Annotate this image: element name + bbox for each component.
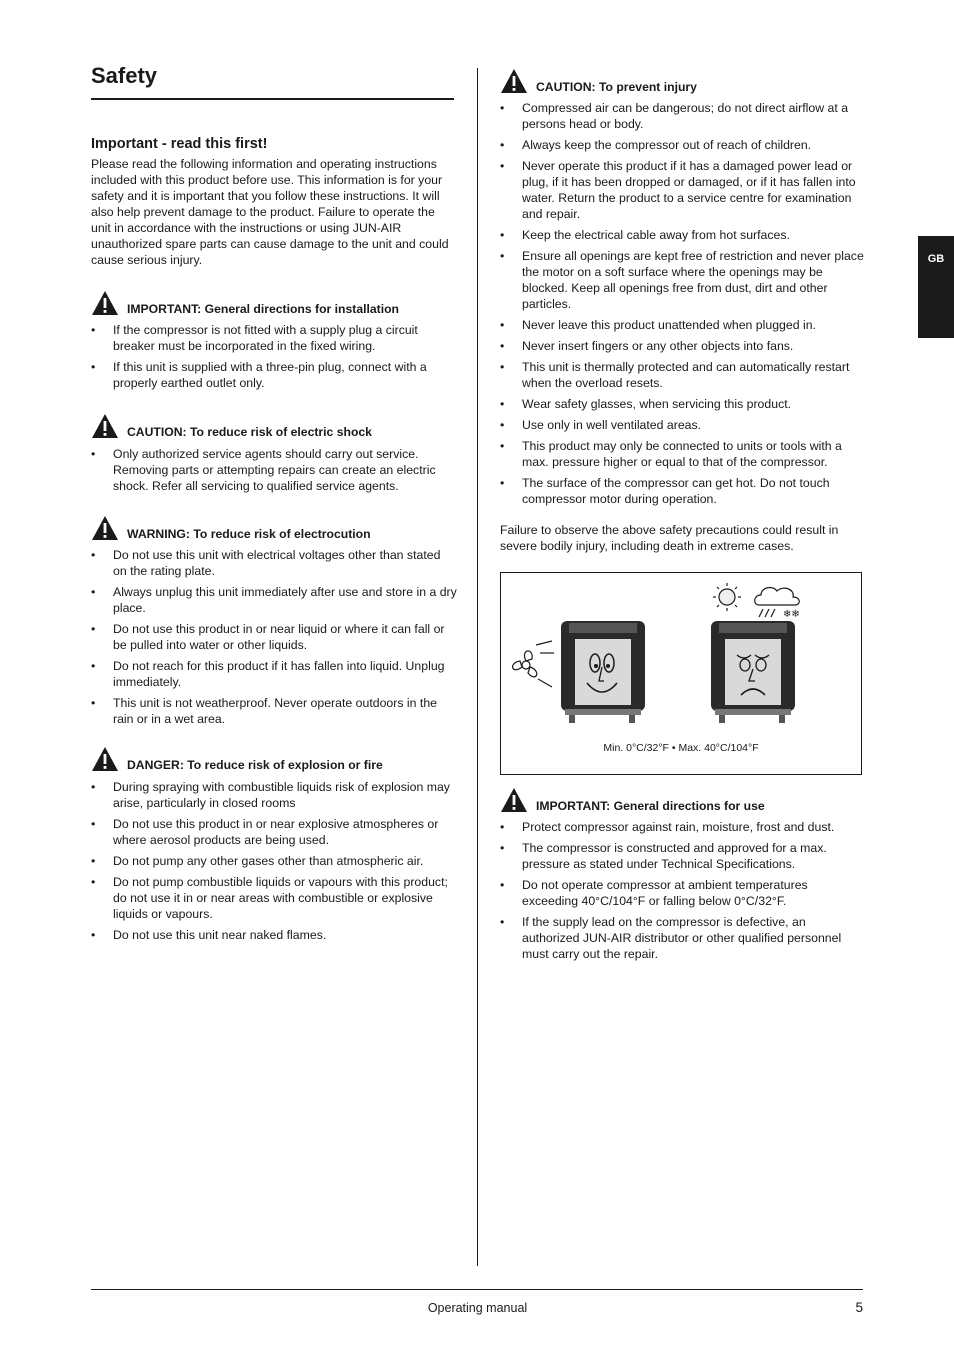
warning-triangle-icon	[91, 515, 119, 541]
list-item: • During spraying with combustible liquids risk of explosion may arise, particularly in closed rooms	[91, 780, 450, 810]
list-item: • If the supply lead on the compressor is defective, an authorized JUN-AIR distributor or other qualified personnel must carry out the repair.	[500, 915, 842, 961]
list-item: • Always unplug this unit immediately after use and store in a dry place.	[91, 585, 457, 615]
section-label: CAUTION: To prevent injury	[536, 80, 697, 94]
failure-note: Failure to observe the above safety precautions could result in severe bodily injury, including death in extreme cases.	[500, 523, 839, 553]
intro-heading: Important - read this first!	[91, 136, 268, 152]
list-item: • Only authorized service agents should carry out service. Removing parts or attempting repairs can create an electric shock. Refer all servicing to qualified service agents.	[91, 447, 436, 493]
list-item: • This unit is not weatherproof. Never operate outdoors in the rain or in a wet area.	[91, 696, 438, 726]
language-tab-label: GB	[927, 253, 945, 265]
list-item: • Never operate this product if it has a damaged power lead or plug, if it has been dropped or damaged, or if it has fallen into water. Return the product to a service centre for examination and repair.	[500, 159, 856, 221]
section-use	[500, 787, 866, 967]
list-item: • Always keep the compressor out of reach of children.	[500, 138, 812, 152]
list-item: • Keep the electrical cable away from hot surfaces.	[500, 228, 790, 242]
column-divider	[477, 68, 478, 1266]
language-tab	[918, 236, 954, 338]
list-item: • Protect compressor against rain, moisture, frost and dust.	[500, 820, 835, 834]
list-item: • Do not operate compressor at ambient temperatures exceeding 40°C/104°F or falling below 0°C/32°F.	[500, 878, 808, 908]
compressor-happy-icon	[561, 621, 645, 723]
list-item: • Do not reach for this product if it has fallen into liquid. Unplug immediately.	[91, 659, 445, 689]
list-item: • Do not pump combustible liquids or vapours with this product; do not use it in or near areas with combustible or explosive liquids or vapours.	[91, 875, 448, 921]
page-number: 5	[855, 1300, 863, 1315]
warning-triangle-icon	[500, 787, 528, 813]
warning-triangle-icon	[91, 413, 119, 439]
list-item: • This product may only be connected to units or tools with a max. pressure higher or equal to that of the compressor.	[500, 439, 842, 469]
list-item: • Wear safety glasses, when servicing this product.	[500, 397, 792, 411]
section-explosion	[91, 746, 457, 948]
section-injury	[500, 68, 866, 512]
list-item: • Use only in well ventilated areas.	[500, 418, 702, 432]
list-item: • Never insert fingers or any other objects into fans.	[500, 339, 794, 353]
list-item: • If this unit is supplied with a three-pin plug, connect with a properly earthed outlet only.	[91, 360, 427, 390]
section-label: IMPORTANT: General directions for installation	[127, 302, 399, 316]
svg-text:❄❄: ❄❄	[783, 609, 800, 620]
warning-triangle-icon	[91, 290, 119, 316]
section-label: CAUTION: To reduce risk of electric shock	[127, 425, 372, 439]
list-item: • The surface of the compressor can get hot. Do not touch compressor motor during operation.	[500, 476, 830, 506]
section-label: DANGER: To reduce risk of explosion or fire	[127, 758, 383, 772]
warning-triangle-icon	[500, 68, 528, 94]
title-divider	[91, 98, 454, 100]
section-label: IMPORTANT: General directions for use	[536, 799, 765, 813]
illustration-caption: Min. 0°C/32°F • Max. 40°C/104°F	[603, 742, 759, 754]
list-item: • Do not pump any other gases other than atmospheric air.	[91, 854, 424, 868]
list-item: • The compressor is constructed and approved for a max. pressure as stated under Technical Specifications.	[500, 841, 827, 871]
list-item: • This unit is thermally protected and can automatically restart when the overload resets.	[500, 360, 850, 390]
sun-icon	[713, 583, 741, 611]
section-label: WARNING: To reduce risk of electrocution	[127, 527, 371, 541]
intro-body: Please read the following information and operating instructions included with this product before use. This information is for your safety and it is important that you follow these instructions. It will also help prevent damage to the product. Failure to operate the unit in accordance with the instructions or using JUN-AIR unauthorized spare parts can cause damage to the unit and could cause serious injury.	[91, 157, 449, 267]
list-item: • If the compressor is not fitted with a supply plug a circuit breaker must be incorporated in the fixed wiring.	[91, 323, 418, 353]
section-electric-shock	[91, 413, 457, 499]
section-installation	[91, 290, 457, 396]
list-item: • Do not use this unit near naked flames.	[91, 928, 327, 942]
footer-label: Operating manual	[427, 1301, 528, 1315]
fan-icon	[513, 641, 554, 687]
list-item: • Do not use this product in or near liquid or where it can fall or be pulled into water or other liquids.	[91, 622, 445, 652]
list-item: • Never leave this product unattended when plugged in.	[500, 318, 816, 332]
rain-snow-cloud-icon	[755, 588, 800, 620]
page-title: Safety	[91, 63, 158, 88]
warning-triangle-icon	[91, 746, 119, 772]
compressor-sad-icon	[711, 621, 795, 723]
list-item: • Compressed air can be dangerous; do not direct airflow at a persons head or body.	[500, 101, 849, 131]
list-item: • Do not use this unit with electrical voltages other than stated on the rating plate.	[91, 548, 441, 578]
section-electrocution	[91, 515, 457, 732]
list-item: • Do not use this product in or near explosive atmospheres or where aerosol products are being used.	[91, 817, 439, 847]
footer-divider	[91, 1289, 863, 1290]
list-item: • Ensure all openings are kept free of restriction and never place the motor on a soft surface where the openings may be blocked. Keep all openings free from dust, dirt and other particles.	[500, 249, 864, 311]
